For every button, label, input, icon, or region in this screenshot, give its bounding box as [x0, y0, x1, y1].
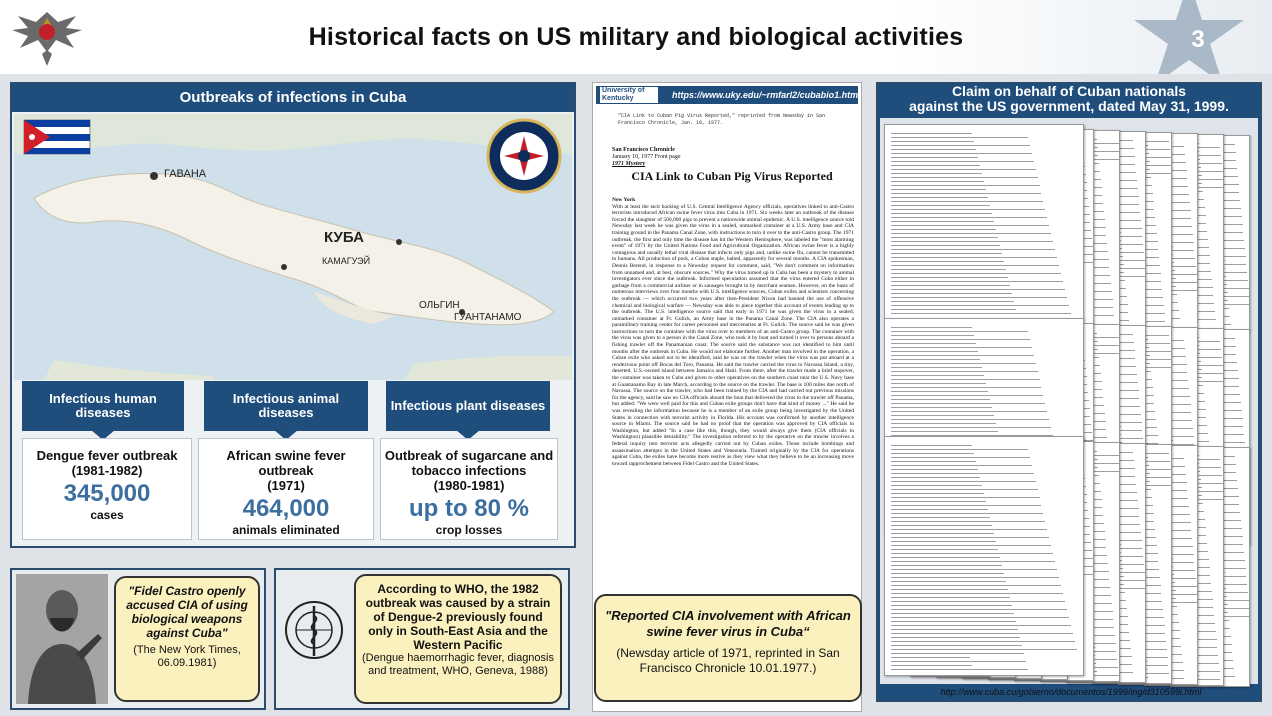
- header-bar: [0, 0, 1272, 74]
- document-date: January 10, 1977 Front page: [612, 154, 681, 160]
- document-text: With at least the tacit backing of U.S. Central Intelligence Agency officials, operatives linked to anti-Castro terrorists introduced African swine fever virus into Cuba in 1971. Six weeks later an outbreak of the disease forced the slaughter of 500,000 pigs to prevent a nationwide animal epidemic. A U.S. intelligence source told Newsday last week he was given the virus in a sealed, unmarked container at a U.S. Army base and CIA training ground in the Panama Canal Zone, with instructions to turn it over to the anti-Castro group. The 1971 outbreak, the first and only time the disease has hit the Western Hemisphere, was labeled the "most alarming event" of 1971 by the United Nations Food and Agricultural Organization. African swine fever is a highly contagious and usually lethal viral disease that infects only pigs and, unlike swine flu, cannot be transmitted to humans. All production of pork, a Cuban staple, halted, apparently for several months. A CIA spokesman, Dennis Berend, in response to a Newsday request for comment, said, "We don't comment on information from unnamed and, at best, obscure sources." Why the virus turned up in Cuba has been a mystery to animal investigators ever since the outbreak. Informed speculation assumed that the virus entered Cuba either in garbage from a commercial airliner or in sausages brought in by merchant seamen. However, on the basis of numerous interviews over four months with U.S. intelligence sources, Cuban exiles and scientists concerning the outbreak — which occurred two years after then-President Nixon had banned the use of offensive chemical and biological warfare — Newsday was able to piece together this account of events leading up to the outbreak. The U.S. intelligence source said that early in 1971 he was given the virus in a sealed, unmarked container at Ft. Gulick, an Army base in the Panama Canal Zone. The CIA also operates a paramilitary training center for career personnel and mercenaries at Ft. Gulick. The source said he was given instructions to turn the container with the virus over to members of an anti-Castro group. The container with the virus was given to a person in the Canal Zone, who took it by boat and turned it over to persons aboard a fishing trawler off the Panamanian coast. The source said the substance was not identified to him until months after the outbreak in Cuba. He would not elaborate further. Another man involved in the operation, a Cuban exile who asked not to be identified, said he was on the trawler when the virus was put aboard at a rendezvous point off Bocas del Toro, Panama. He said the trawler carried the virus to Navassa Island, a tiny, deserted, U.S.-owned island between Jamaica and Haiti. From there, after the trawler made a brief stopover, the container was taken to Cuba and given to other operatives on the southern coast near the U.S. Navy base at Guantanamo Bay in late March, according to the source on the trawler. The base is 100 miles due north of Navassa. The source on the trawler, who had been trained by the CIA and had carried out previous missions for the agency, said he saw no CIA officials aboard the boat that delivered the virus to the trawler off Panama, but added: "We were well paid for this and Cuban exile groups don't have that kind of money ..." He said he was revealing the information because he is a member of an exile group being investigated by the United States in connection with terrorist activity in Florida. His account was confirmed by another intelligence source in Miami. The source said he had no proof that the operation was approved by CIA officials in Washington, but added "In a case like this, though, they would always give them (CIA officials in Washington) plausible deniability." The investigation referred to by the operative on the trawler involves a federal inquiry into terrorist acts allegedly carried out by Cuban exiles. Those include bombings and assassination attempts in the United States and Venezuela. Trained originally by the CIA for operations against Cuba, the exiles have become more restive as they view what they believe to be an increasing move toward rapprochement between Fidel Castro and the United States.: [612, 203, 854, 467]
- newsday-quote-callout: [594, 594, 862, 702]
- cuba-map: [14, 114, 572, 380]
- stat-years: (1980-1981): [433, 478, 505, 493]
- stat-event: Outbreak of sugarcane and tobacco infections: [384, 448, 554, 478]
- stat-card-swine-fever: [198, 438, 374, 540]
- document-meta: [612, 147, 732, 168]
- map-label-cuba: КУБА: [324, 229, 364, 246]
- claim-page-thumbnail: [884, 124, 1084, 320]
- map-label-havana: ГАВАНА: [164, 168, 207, 180]
- claim-heading-line1: Claim on behalf of Cuban nationals: [951, 83, 1187, 99]
- map-label-kamaguey: КАМАГУЭЙ: [322, 256, 371, 266]
- stat-years: (1971): [267, 478, 305, 493]
- claim-source-url[interactable]: http://www.cuba.cu/gobierno/documentos/1999/ing/d310599i.html: [940, 687, 1202, 697]
- page-title: Historical facts on US military and biological activities: [308, 23, 964, 51]
- castro-quote-text: "Fidel Castro openly accused CIA of using biological weapons against Cuba": [126, 584, 248, 640]
- stat-event: African swine fever outbreak: [226, 448, 346, 478]
- map-label-guantanamo: ГУАНТАНАМО: [454, 312, 522, 323]
- document-headline: CIA Link to Cuban Pig Virus Reported: [631, 169, 833, 183]
- stat-unit: crop losses: [435, 523, 503, 537]
- who-logo-icon: [282, 598, 346, 662]
- claim-page-thumbnail: [884, 436, 1084, 676]
- stat-figure: 464,000: [242, 495, 330, 522]
- map-label-olgin: ОЛЬГИН: [419, 300, 460, 311]
- uk-logo-text: University of Kentucky: [602, 87, 645, 102]
- stat-unit: cases: [90, 508, 124, 522]
- who-quote-callout: [354, 574, 562, 704]
- document-dateline: New York: [612, 197, 636, 203]
- document-mystery: 1971 Mystery: [612, 161, 646, 167]
- stat-figure: 345,000: [63, 480, 151, 507]
- who-quote-source: (Dengue haemorrhagic fever, diagnosis and treatment, WHO, Geneva, 1988): [361, 652, 554, 677]
- stat-figure: up to 80 %: [408, 495, 529, 522]
- stat-event: Dengue fever outbreak: [36, 448, 178, 463]
- category-plant-diseases: Infectious plant diseases: [386, 381, 550, 431]
- document-url[interactable]: https://www.uky.edu/~rmfarl2/cubabio1.htm: [672, 90, 859, 100]
- claim-heading-line2: against the US government, dated May 31, 1999.: [909, 98, 1229, 114]
- cia-seal-icon: [488, 120, 560, 192]
- stat-card-dengue: [22, 438, 192, 540]
- castro-photo: [16, 574, 108, 704]
- stat-years: (1981-1982): [71, 463, 143, 478]
- uk-logo: [600, 87, 658, 103]
- category-human-diseases: Infectious human diseases: [22, 381, 184, 431]
- document-url-bar: [596, 86, 858, 104]
- document-body: [612, 197, 854, 601]
- document-paper: San Francisco Chronicle: [612, 147, 675, 153]
- claim-panel-heading: [878, 84, 1260, 114]
- document-note: "CIA Link to Cuban Pig Virus Reported," reprinted from Newsday in San Francisco Chronicle, Jan. 10, 1977.: [618, 113, 826, 126]
- newsday-quote-text: "Reported CIA involvement with African swine fever virus in Cuba“: [605, 608, 851, 639]
- newsday-quote-source: (Newsday article of 1971, reprinted in San Francisco Chronicle 10.01.1977.): [616, 646, 840, 675]
- stat-card-sugarcane: [380, 438, 558, 540]
- page-number: 3: [1191, 26, 1205, 53]
- who-quote-text: According to WHO, the 1982 outbreak was caused by a strain of Dengue-2 previously found only in South-East Asia and the Western Pacific: [365, 582, 551, 652]
- castro-quote-source: (The New York Times, 06.09.1981): [133, 644, 241, 669]
- category-animal-diseases: Infectious animal diseases: [204, 381, 368, 431]
- cuban-flag-icon: [24, 120, 90, 154]
- stat-unit: animals eliminated: [232, 523, 340, 537]
- infections-panel-heading: Outbreaks of infections in Cuba: [12, 84, 574, 112]
- castro-quote-callout: [114, 576, 260, 702]
